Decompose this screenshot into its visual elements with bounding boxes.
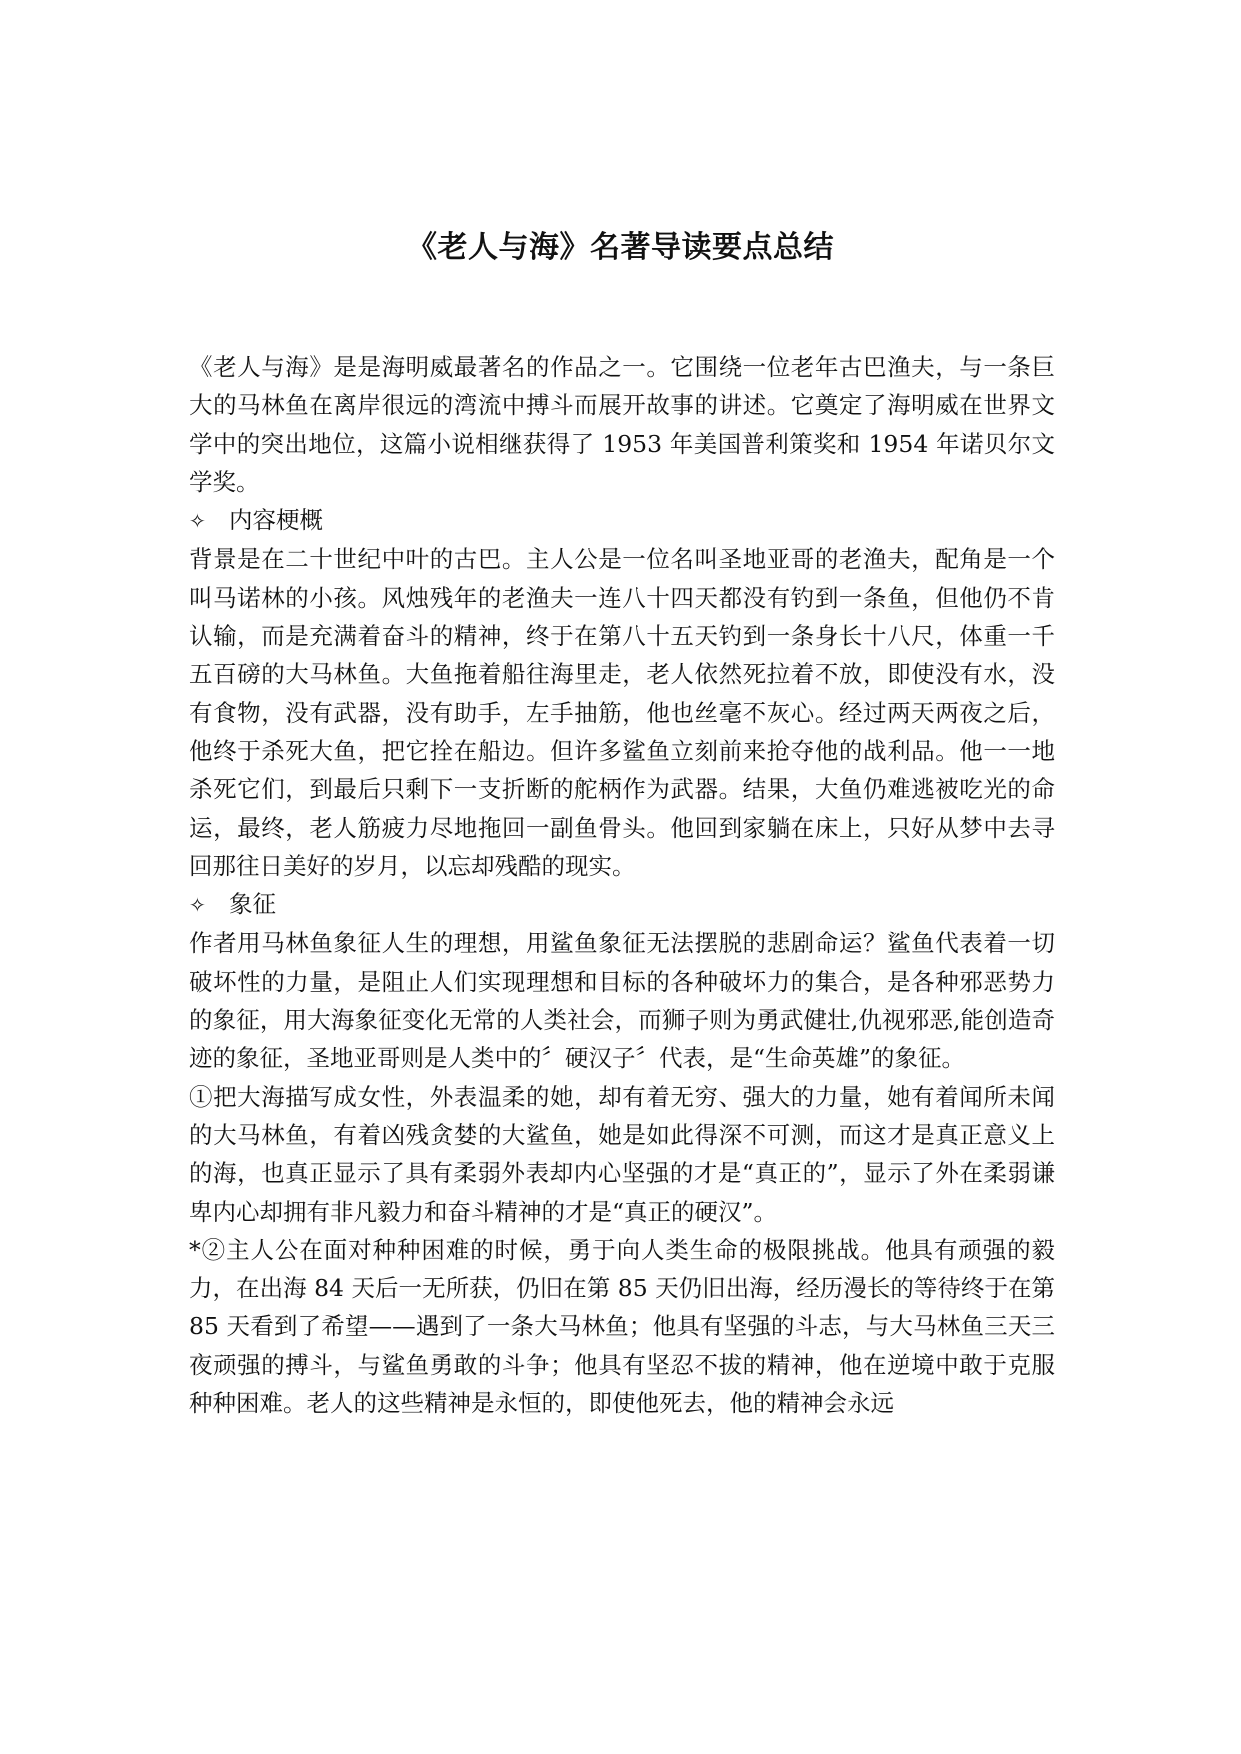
intro-paragraph: 《老人与海》是是海明威最著名的作品之一。它围绕一位老年古巴渔夫，与一条巨大的马林鱼在离岸很远的湾流中搏斗而展开故事的讲述。它奠定了海明威在世界文学中的突出地位，这篇小说相继获得了 1953 年美国普利策奖和 1954 年诺贝尔文学奖。	[189, 353, 1055, 496]
section-heading-symbolism	[189, 885, 1055, 924]
document-body	[189, 348, 1055, 1422]
section-heading-label: 象征	[229, 890, 276, 919]
section-heading-summary	[189, 501, 1055, 540]
symbolism-paragraph: 作者用马林鱼象征人生的理想，用鲨鱼象征无法摆脱的悲剧命运？鲨鱼代表着一切破坏性的力量，是阻止人们实现理想和目标的各种破坏力的集合，是各种邪恶势力的象征，用大海象征变化无常的人类社会，而狮子则为勇武健壮,仇视邪恶,能创造奇迹的象征，圣地亚哥则是人类中的〞硬汉子〞代表，是“生命英雄”的象征。	[189, 929, 1055, 1073]
section-heading-label: 内容梗概	[229, 506, 323, 535]
symbolism-point-2: *②主人公在面对种种困难的时候，勇于向人类生命的极限挑战。他具有顽强的毅力，在出海 84 天后一无所获，仍旧在第 85 天仍旧出海，经历漫长的等待终于在第 85 天看到了希望——遇到了一条大马林鱼；他具有坚强的斗志，与大马林鱼三天三夜顽强的搏斗，与鲨鱼勇敢的斗争；他具有坚忍不拔的精神，他在逆境中敢于克服种种困难。老人的这些精神是永恒的，即使他死去，他的精神会永远	[189, 1235, 1055, 1418]
symbolism-point-1: ①把大海描写成女性，外表温柔的她，却有着无穷、强大的力量，她有着闻所未闻的大马林鱼，有着凶残贪婪的大鲨鱼，她是如此得深不可测，而这才是真正意义上的海，也真正显示了具有柔弱外表却内心坚强的才是“真正的”，显示了外在柔弱谦卑内心却拥有非凡毅力和奋斗精神的才是“真正的硬汉”。	[189, 1082, 1055, 1226]
diamond-bullet-icon: ✧	[189, 893, 206, 918]
diamond-bullet-icon: ✧	[189, 509, 206, 534]
page-title: 《老人与海》名著导读要点总结	[407, 230, 834, 265]
summary-paragraph: 背景是在二十世纪中叶的古巴。主人公是一位名叫圣地亚哥的老渔夫，配角是一个叫马诺林的小孩。风烛残年的老渔夫一连八十四天都没有钓到一条鱼，但他仍不肯认输，而是充满着奋斗的精神，终于在第八十五天钓到一条身长十八尺，体重一千五百磅的大马林鱼。大鱼拖着船往海里走，老人依然死拉着不放，即使没有水，没有食物，没有武器，没有助手，左手抽筋，他也丝毫不灰心。经过两天两夜之后，他终于杀死大鱼，把它拴在船边。但许多鲨鱼立刻前来抢夺他的战利品。他一一地杀死它们，到最后只剩下一支折断的舵柄作为武器。结果，大鱼仍难逃被吃光的命运，最终，老人筋疲力尽地拖回一副鱼骨头。他回到家躺在床上，只好从梦中去寻回那往日美好的岁月，以忘却残酷的现实。	[189, 545, 1055, 880]
